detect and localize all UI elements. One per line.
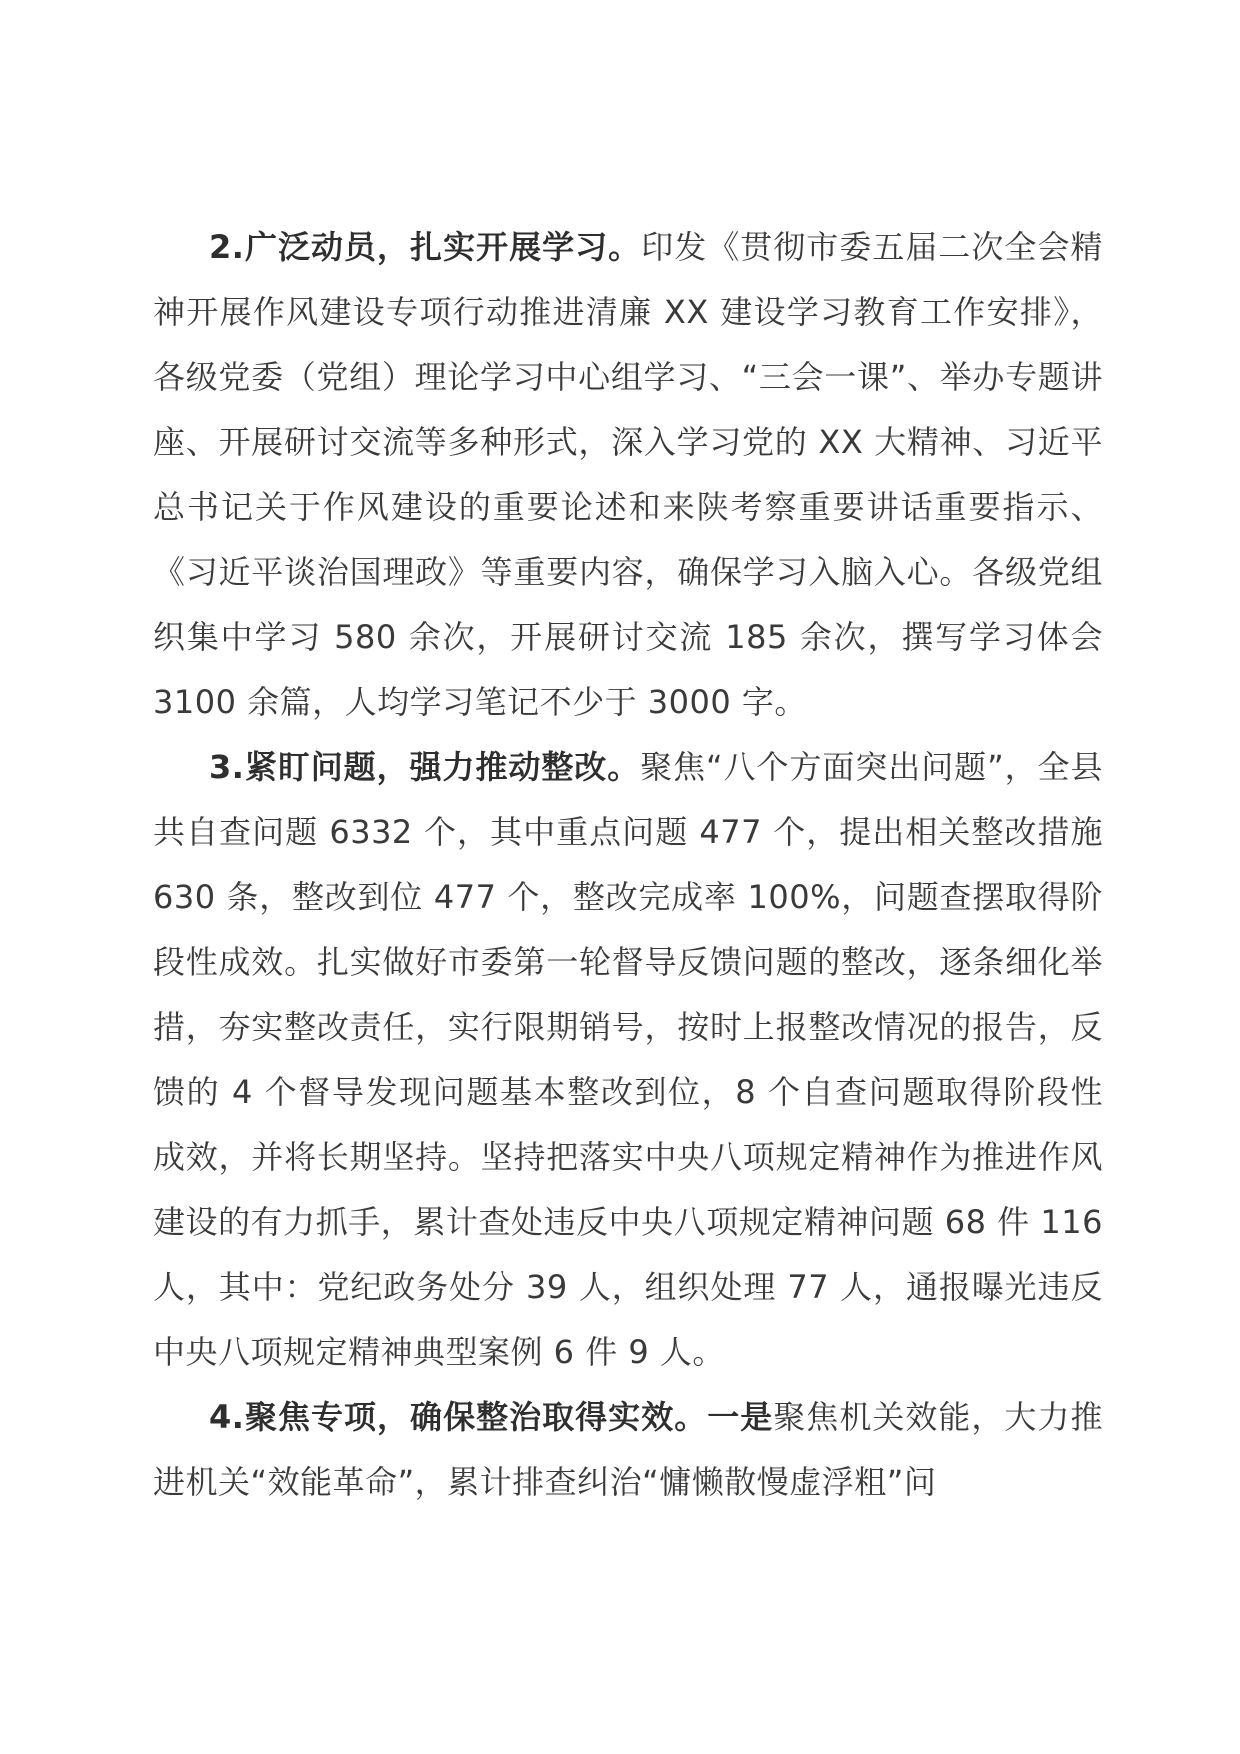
paragraph-lead: 一是 bbox=[707, 1398, 774, 1436]
paragraph-heading: 3.紧盯问题，强力推动整改。 bbox=[209, 748, 641, 786]
paragraph-text: 聚焦机关效能，大力推进机关“效能革命”，累计排查纠治“慵懒散慢虚浮粗”问 bbox=[153, 1398, 1103, 1501]
paragraph-text: 印发《贯彻市委五届二次全会精神开展作风建设专项行动推进清廉 XX 建设学习教育工作安排》，各级党委（党组）理论学习中心组学习、“三会一课”、举办专题讲座、开展研讨交流等多种形式，深入学习党的 XX 大精神、习近平总书记关于作风建设的重要论述和来陕考察重要讲话重要指示、《习近平谈治国理政》等重要内容，确保学习入脑入心。各级党组织集中学习 580 余次，开展研讨交流 185 余次，撰写学习体会 3100 余篇，人均学习笔记不少于 3000 字。 bbox=[153, 228, 1103, 721]
document-body bbox=[153, 215, 1103, 1515]
paragraph-3 bbox=[153, 735, 1103, 1385]
paragraph-heading: 2.广泛动员，扎实开展学习。 bbox=[209, 228, 642, 266]
paragraph-text: 聚焦“八个方面突出问题”，全县共自查问题 6332 个，其中重点问题 477 个，提出相关整改措施 630 条，整改到位 477 个，整改完成率 100%，问题查摆取得阶段性成效。扎实做好市委第一轮督导反馈问题的整改，逐条细化举措，夯实整改责任，实行限期销号，按时上报整改情况的报告，反馈的 4 个督导发现问题基本整改到位，8 个自查问题取得阶段性成效，并将长期坚持。坚持把落实中央八项规定精神作为推进作风建设的有力抓手，累计查处违反中央八项规定精神问题 68 件 116 人，其中：党纪政务处分 39 人，组织处理 77 人，通报曝光违反中央八项规定精神典型案例 6 件 9 人。 bbox=[153, 748, 1103, 1371]
paragraph-heading: 4.聚焦专项，确保整治取得实效。 bbox=[209, 1398, 708, 1436]
paragraph-4 bbox=[153, 1385, 1103, 1515]
paragraph-2 bbox=[153, 215, 1103, 735]
